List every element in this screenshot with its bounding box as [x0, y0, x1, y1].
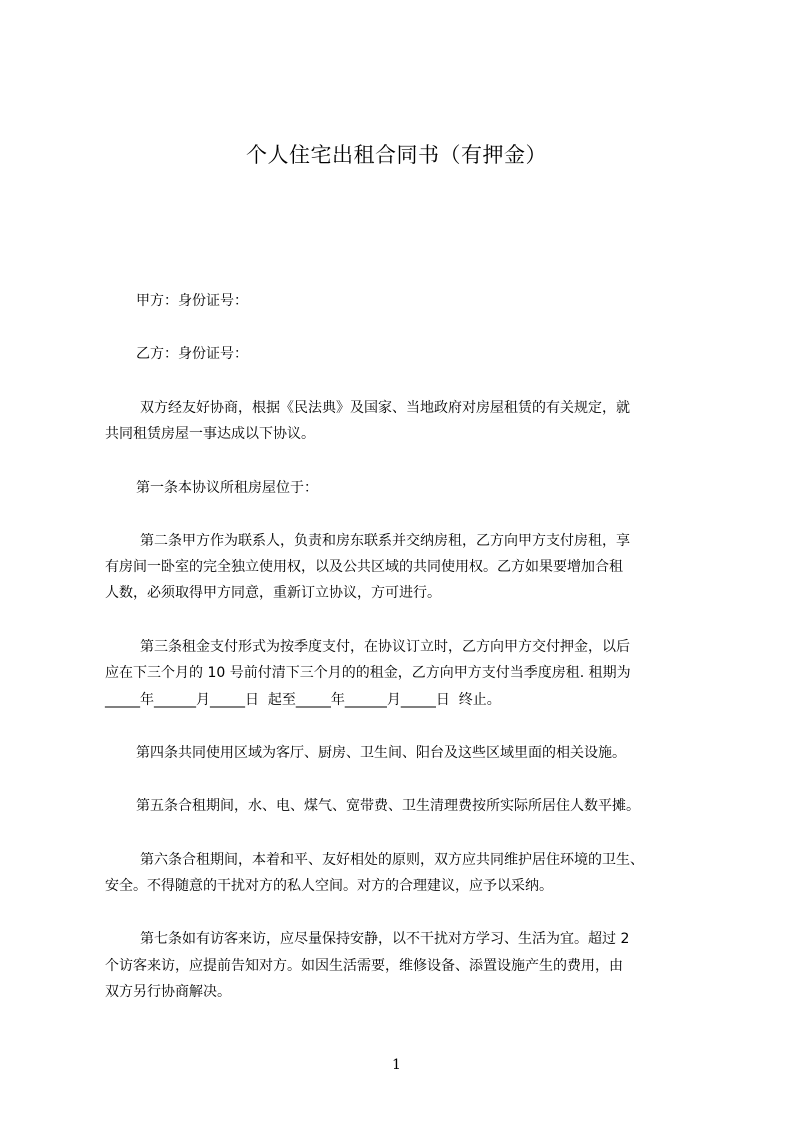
party-b-line: 乙方：身份证号： — [136, 346, 248, 362]
article-3-line-1: 第三条租金支付形式为按季度支付，在协议订立时，乙方向甲方交付押金，以后 — [140, 639, 630, 655]
article-5: 第五条合租期间，水、电、煤气、宽带费、卫生清理费按所实际所居住人数平摊。 — [136, 798, 640, 814]
page-number: 1 — [392, 1057, 401, 1073]
article-7-line-2: 个访客来访，应提前告知对方。如因生活需要，维修设备、添置设施产生的费用，由 — [105, 958, 623, 974]
article-6-line-1: 第六条合租期间，本着和平、友好相处的原则，双方应共同维护居住环境的卫生、 — [140, 852, 644, 868]
article-2-line-1: 第二条甲方作为联系人，负责和房东联系并交纳房租，乙方向甲方支付房租，享 — [140, 533, 630, 549]
article-2-line-3: 人数，必须取得甲方同意，重新订立协议，方可进行。 — [105, 585, 441, 601]
article-4: 第四条共同使用区域为客厅、厨房、卫生间、阳台及这些区域里面的相关设施。 — [136, 745, 626, 761]
intro-line-2: 共同租赁房屋一事达成以下协议。 — [105, 426, 315, 442]
article-7-line-1: 第七条如有访客来访，应尽量保持安静，以不干扰对方学习、生活为宜。超过 2 — [140, 931, 630, 947]
party-a-line: 甲方：身份证号： — [136, 293, 248, 309]
document-title: 个人住宅出租合同书（有押金） — [246, 143, 547, 167]
article-7-line-3: 双方另行协商解决。 — [105, 984, 231, 1000]
article-2-line-2: 有房间一卧室的完全独立使用权，以及公共区域的共同使用权。乙方如果要增加合租 — [105, 559, 623, 575]
article-3-line-2: 应在下三个月的 10 号前付清下三个月的的租金，乙方向甲方支付当季度房租. 租期为 — [105, 665, 631, 681]
article-1: 第一条本协议所租房屋位于： — [136, 480, 318, 496]
article-3-line-3: _____年______月_____日 起至_____年______月_____日 终止。 — [105, 692, 501, 708]
article-6-line-2: 安全。不得随意的干扰对方的私人空间。对方的合理建议，应予以采纳。 — [105, 878, 553, 894]
intro-line-1: 双方经友好协商，根据《民法典》及国家、当地政府对房屋租赁的有关规定，就 — [140, 400, 630, 416]
